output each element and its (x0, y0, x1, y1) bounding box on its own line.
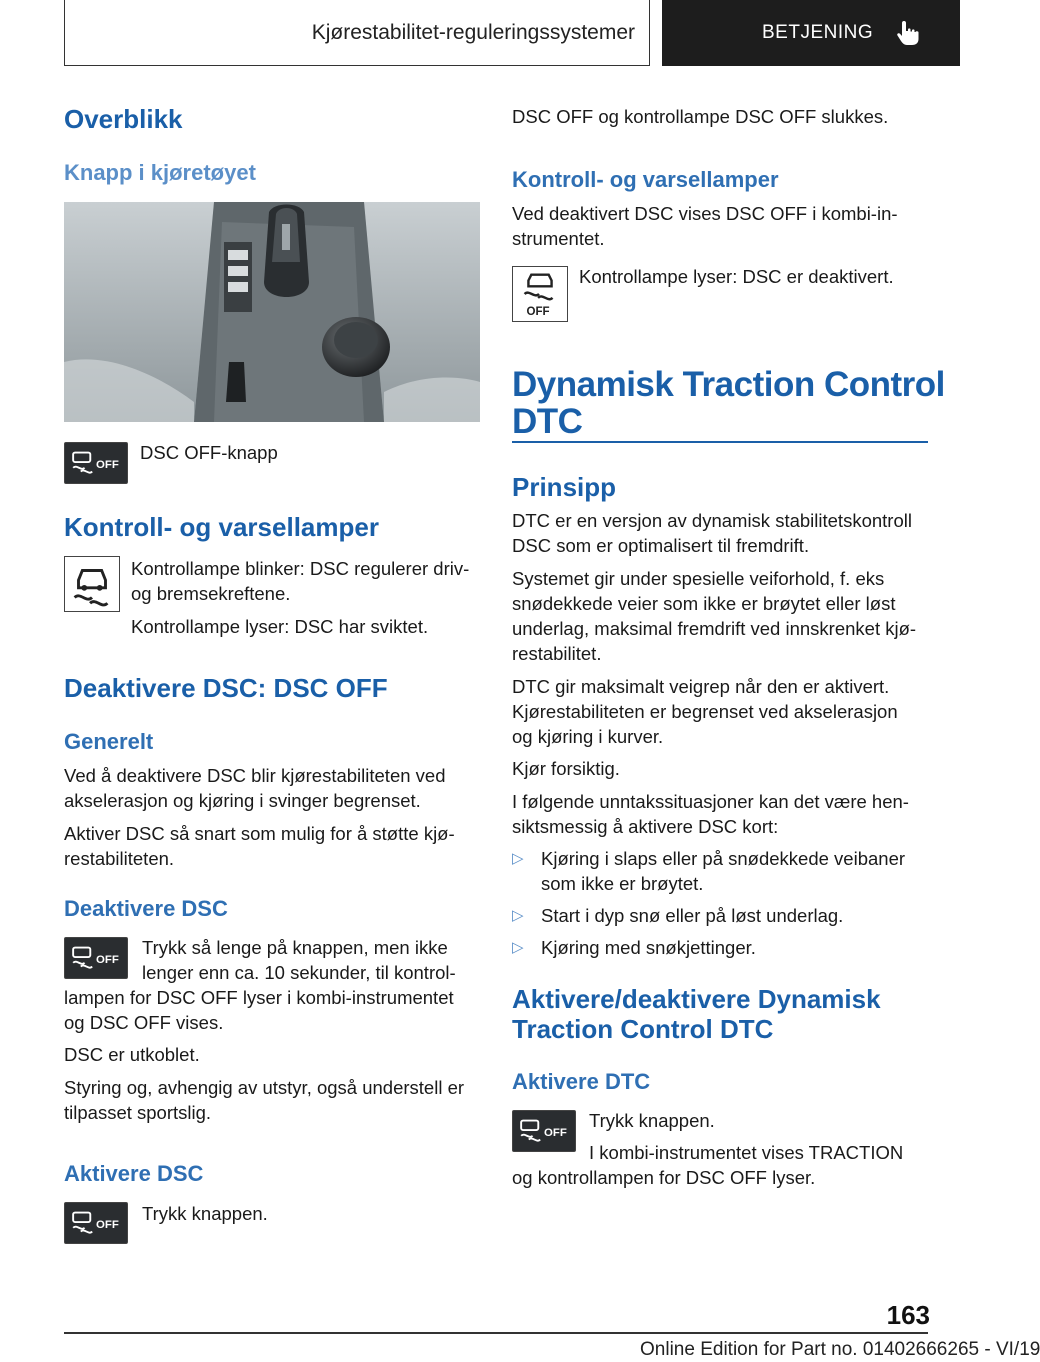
heading-generelt: Generelt (64, 729, 154, 754)
footer-edition: Online Edition for Part no. 01402666265 - VI/19 (640, 1339, 1040, 1360)
list-item-3: Kjøring med snøkjettinger. (541, 937, 756, 958)
dsc-off-lamp-icon (512, 266, 568, 322)
text-styring-1: Styring og, avhengig av utstyr, også understell er (64, 1077, 465, 1098)
text-trykk-2: lenger enn ca. 10 sekunder, til kontrol- (142, 962, 456, 983)
svg-text:OFF: OFF (96, 953, 119, 966)
list-item-2: Start i dyp snø eller på løst underlag. (541, 905, 844, 926)
bullet-marker: ▷ (512, 907, 524, 924)
svg-text:OFF: OFF (96, 458, 119, 471)
dsc-off-button-icon (64, 442, 128, 484)
text-trykk-4: og DSC OFF vises. (64, 1012, 224, 1033)
heading-dtc-line-1: Dynamisk Traction Control (512, 365, 945, 404)
text-trykk-1: Trykk så lenge på knappen, men ikke (142, 937, 448, 958)
text-trykk-knappen-dsc: Trykk knappen. (142, 1203, 268, 1224)
text-traction-2: og kontrollampen for DSC OFF lyser. (512, 1167, 816, 1188)
text-prinsipp-1: DTC er en versjon av dynamisk stabilitetskontroll (512, 510, 912, 531)
dsc-off-button-icon (64, 937, 128, 979)
text-lamp-blinker-2: og bremsekreftene. (131, 583, 291, 604)
text-system-3: underlag, maksimal fremdrift ved innskrenket kjø- (512, 618, 917, 639)
bullet-marker: ▷ (512, 850, 524, 867)
text-aktiver-2: restabiliteten. (64, 848, 175, 869)
list-item-1-line-1: Kjøring i slaps eller på snødekkede veibaner (541, 848, 906, 869)
heading-aktivere-deaktivere-dtc-1: Aktivere/deaktivere Dynamisk (512, 984, 881, 1014)
svg-text:OFF: OFF (526, 306, 550, 319)
text-unntak-1: I følgende unntakssituasjoner kan det være hen- (512, 791, 909, 812)
text-dtc-gir-2: Kjørestabiliteten er begrenset ved akselerasjon (512, 701, 898, 722)
dsc-off-button-icon (64, 1202, 128, 1244)
caption-dsc-off-knapp: DSC OFF-knapp (140, 442, 278, 463)
text-lamp-blinker-1: Kontrollampe blinker: DSC regulerer driv- (131, 558, 470, 579)
heading-dtc-line-2: DTC (512, 402, 583, 441)
text-trykk-3: lampen for DSC OFF lyser i kombi-instrumentet (64, 987, 454, 1008)
heading-rule (512, 441, 928, 443)
text-prinsipp-2: DSC som er optimalisert til fremdrift. (512, 535, 810, 556)
text-dtc-gir-1: DTC gir maksimalt veigrep når den er aktivert. (512, 676, 890, 697)
dsc-off-button-icon (512, 1110, 576, 1152)
text-unntak-2: siktsmessig å aktivere DSC kort: (512, 816, 779, 837)
text-slukkes: DSC OFF og kontrollampe DSC OFF slukkes. (512, 106, 889, 127)
page-number: 163 (886, 1300, 930, 1330)
running-header-section (64, 0, 650, 66)
heading-overblikk: Overblikk (64, 104, 183, 134)
text-forsiktig: Kjør forsiktig. (512, 758, 620, 779)
svg-text:OFF: OFF (96, 1218, 119, 1231)
text-ved-1: Ved deaktivert DSC vises DSC OFF i kombi-in- (512, 203, 898, 224)
dsc-warning-lamp-icon (64, 556, 120, 612)
pointing-hand-icon (895, 19, 921, 47)
header-chapter-title: BETJENING (762, 22, 874, 43)
text-system-2: snødekkede veier som ikke er brøytet eller løst (512, 593, 896, 614)
running-header-chapter (662, 0, 960, 66)
heading-deaktivere-dsc: Deaktivere DSC (64, 896, 228, 921)
bullet-marker: ▷ (512, 939, 524, 956)
footer-rule (64, 1332, 928, 1334)
heading-aktivere-dtc: Aktivere DTC (512, 1069, 651, 1094)
heading-deaktivere-dsc-off: Deaktivere DSC: DSC OFF (64, 673, 388, 703)
heading-prinsipp: Prinsipp (512, 472, 617, 502)
list-item-1-line-2: som ikke er brøytet. (541, 873, 704, 894)
text-system-4: restabilitet. (512, 643, 602, 664)
text-ved-2: strumentet. (512, 228, 605, 249)
text-dtc-gir-3: og kjøring i kurver. (512, 726, 664, 747)
text-styring-2: tilpasset sportslig. (64, 1102, 212, 1123)
header-section-title: Kjørestabilitet-reguleringssystemer (311, 20, 635, 44)
heading-aktivere-dsc: Aktivere DSC (64, 1161, 204, 1186)
text-generelt-1: Ved å deaktivere DSC blir kjørestabiliteten ved (64, 765, 446, 786)
text-trykk-knappen-dtc: Trykk knappen. (589, 1110, 715, 1131)
heading-knapp-i-kjoretoyet: Knapp i kjøretøyet (64, 160, 256, 185)
text-lamp-deaktivert: Kontrollampe lyser: DSC er deaktivert. (579, 266, 894, 287)
heading-kontroll-varsellamper: Kontroll- og varsellamper (64, 512, 379, 542)
heading-kontroll-varsellamper-2: Kontroll- og varsellamper (512, 167, 779, 192)
center-console-illustration (64, 202, 480, 422)
text-traction-1: I kombi-instrumentet vises TRACTION (589, 1142, 904, 1163)
svg-text:OFF: OFF (544, 1126, 567, 1139)
heading-aktivere-deaktivere-dtc-2: Traction Control DTC (512, 1014, 774, 1044)
text-aktiver-1: Aktiver DSC så snart som mulig for å støtte kjø- (64, 823, 455, 844)
text-utkoblet: DSC er utkoblet. (64, 1044, 200, 1065)
console-photo (64, 202, 480, 422)
text-generelt-2: akselerasjon og kjøring i svinger begrenset. (64, 790, 421, 811)
text-lamp-lyser: Kontrollampe lyser: DSC har sviktet. (131, 616, 429, 637)
text-system-1: Systemet gir under spesielle veiforhold, f. eks (512, 568, 885, 589)
